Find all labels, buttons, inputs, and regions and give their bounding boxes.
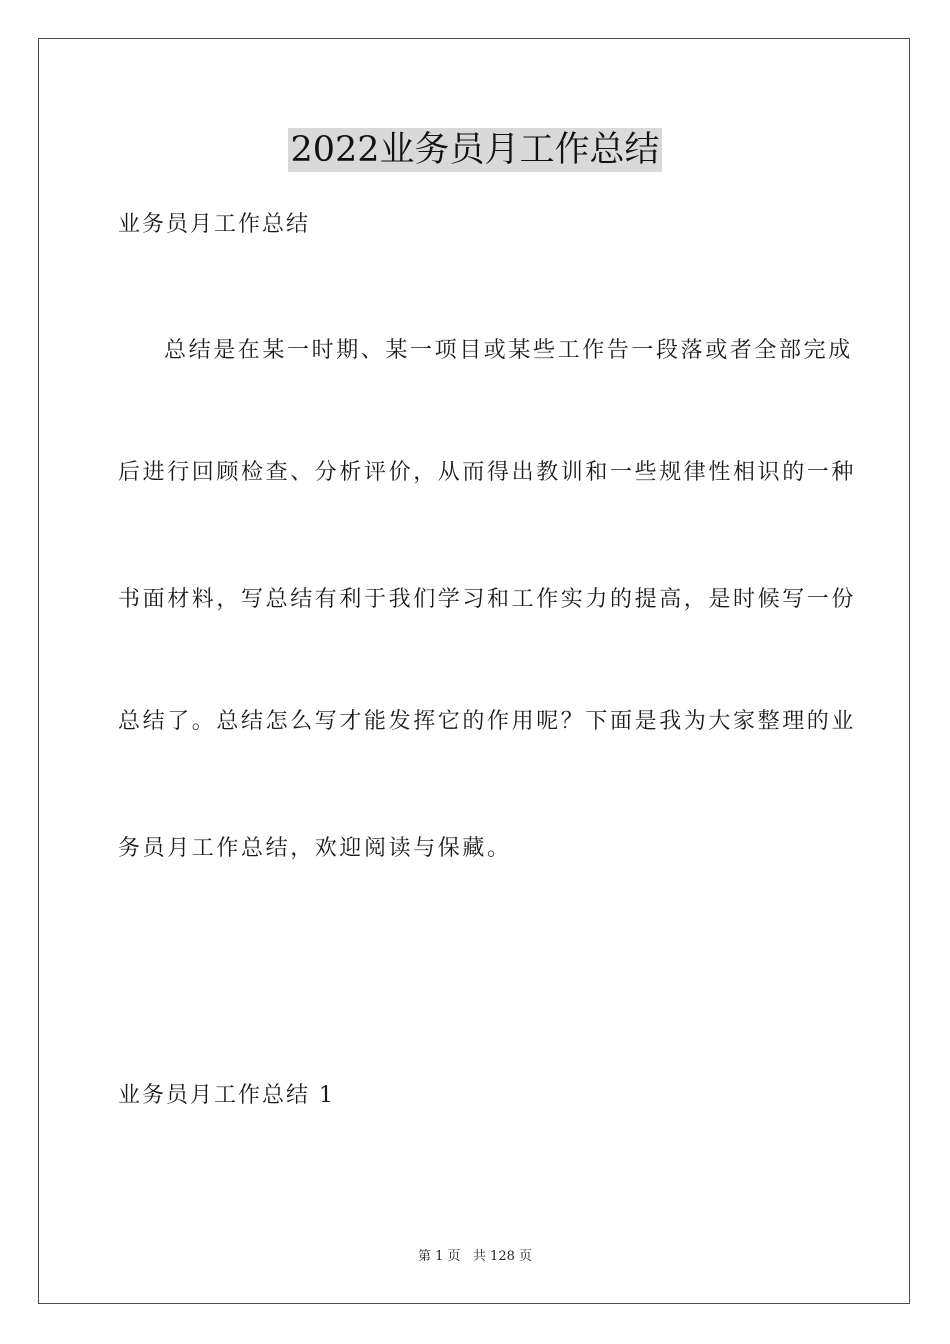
paragraph-line-1: 总结是在某一时期、某一项目或某些工作告一段落或者全部完成	[164, 338, 853, 363]
paragraph-line-2: 后进行回顾检查、分析评价，从而得出教训和一些规律性相识的一种	[118, 460, 857, 485]
document-subtitle: 业务员月工作总结	[118, 212, 311, 237]
paragraph-line-3: 书面材料，写总结有利于我们学习和工作实力的提高，是时候写一份	[118, 587, 857, 612]
section-heading: 业务员月工作总结 1	[118, 1083, 335, 1108]
document-title: 2022业务员月工作总结	[290, 130, 660, 170]
page-footer: 第 1 页 共 128 页	[417, 1249, 532, 1264]
paragraph-line-5: 务员月工作总结，欢迎阅读与保藏。	[118, 836, 512, 861]
title-container	[0, 128, 950, 172]
paragraph-line-4: 总结了。总结怎么写才能发挥它的作用呢？下面是我为大家整理的业	[118, 709, 857, 734]
